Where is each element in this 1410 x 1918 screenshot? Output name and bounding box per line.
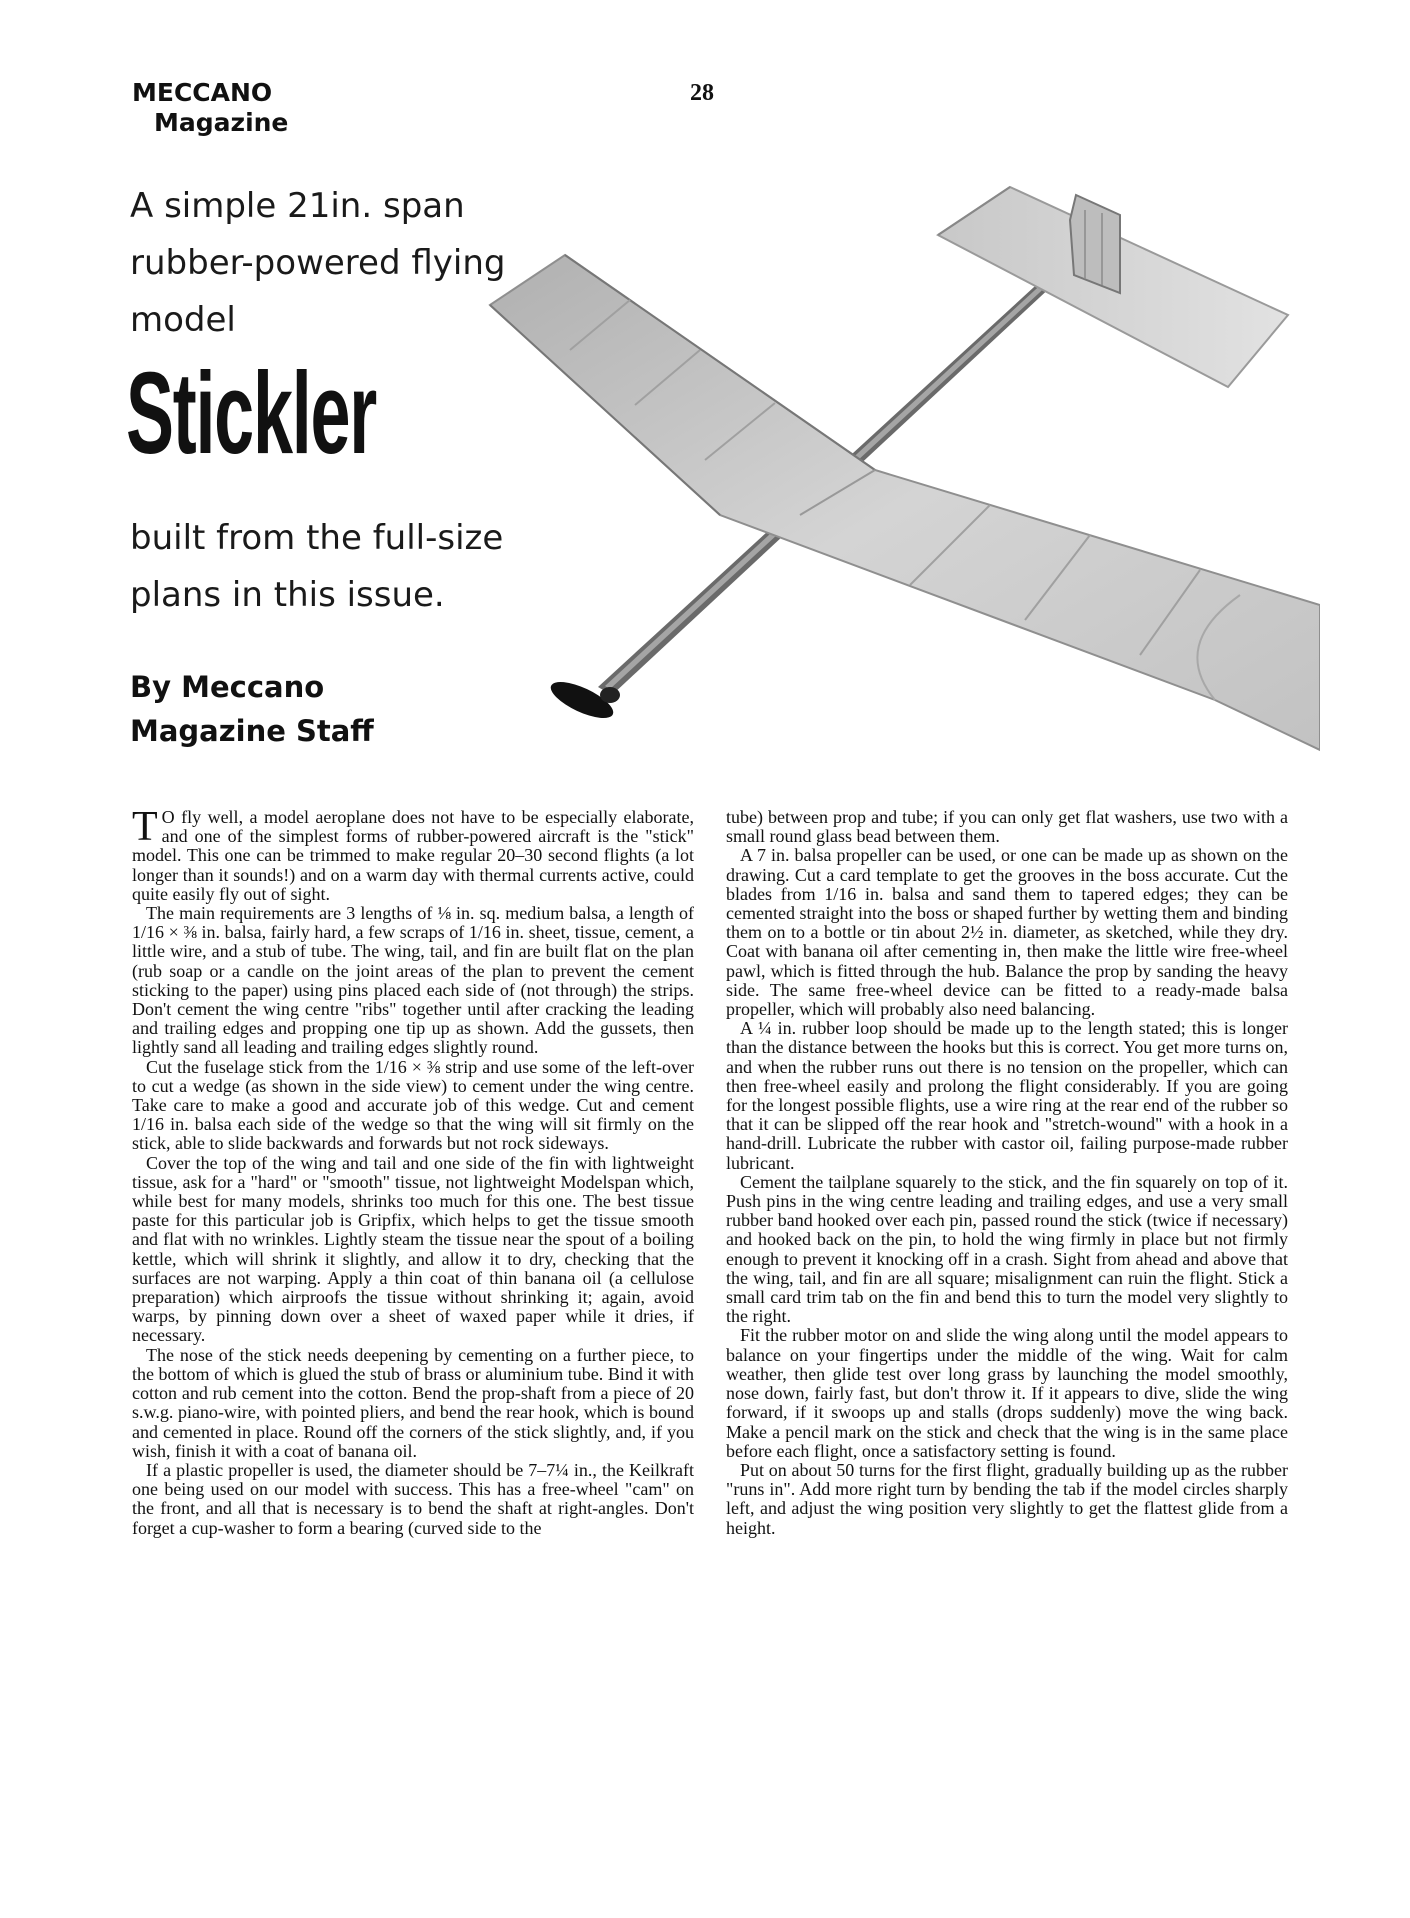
model-aircraft-photo	[470, 175, 1320, 755]
paragraph: Fit the rubber motor on and slide the wing along until the model appears to balance on your fingertips under the middle of the wing. Wait for calm weather, then glide test over long grass by launching the model smoothly, nose down, fairly fast, but don't throw it. If it appears to dive, slide the wing forward, if it swoops up and stalls (drops suddenly) move the wing back. Make a pencil mark on the stick and check that the wing is in the same place before each flight, once a satisfactory setting is found.	[726, 1325, 1288, 1461]
masthead-line-2: Magazine	[154, 108, 289, 137]
paragraph: Cut the fuselage stick from the 1/16 × ⅜ strip and use some of the left-over to cut a wedge (as shown in the side view) to cement under the wing centre. Take care to make a good and accurate job of this wedge. Cut and cement 1/16 in. balsa each side of the wedge so that the wing will sit firmly on the stick, able to slide backwards and forwards but not rock sideways.	[132, 1056, 694, 1154]
paragraph: A ¼ in. rubber loop should be made up to the length stated; this is longer than the distance between the hooks but this is correct. You get more turns on, and when the rubber runs out there is no tension on the propeller, which can then free-wheel easily and prolong the flight considerably. If you are going for the longest possible flights, use a wire ring at the rear end of the rubber so that it can be slipped off the rear hook and "stretch-wound" with a hook in a hand-drill. Lubricate the rubber with castor oil, failing purpose-made rubber lubricant.	[726, 1018, 1288, 1173]
propeller-hub	[600, 687, 620, 703]
article-title: Stickler	[126, 348, 376, 478]
paragraph: Cement the tailplane squarely to the stick, and the fin squarely on top of it. Push pins in the wing centre leading and trailing edges, and use a very small rubber band hooked over each pin, passed round the stick (twice if necessary) and hooked back on the pin, to hold the wing firmly in place but not firmly enough to prevent it knocking off in a crash. Sight from ahead and above that the wing, tail, and fin are all square; misalignment can ruin the flight. Stick a small card trim tab on the fin and bend this to turn the model very slightly to the right.	[726, 1171, 1288, 1327]
paragraph: If a plastic propeller is used, the diameter should be 7–7¼ in., the Keilkraft one being used on our model with success. This has a free-wheel "cam" on the front, and all that is necessary is to bend the shaft at right-angles. Don't forget a cup-washer to form a bearing (curved side to the	[132, 1459, 694, 1538]
masthead-line-1: MECCANO	[132, 78, 273, 107]
article-byline: By Meccano Magazine Staff	[130, 670, 374, 748]
paragraph: Cover the top of the wing and tail and one side of the fin with lightweight tissue, ask for a "hard" or "smooth" tissue, not lightweight Modelspan which, while best for many models, shrinks too much for this one. The best tissue paste for this particular job is Gripfix, which helps to get the tissue smooth and flat with no wrinkles. Lightly steam the tissue near the spout of a boiling kettle, which will shrink it slightly, and allow it to dry, checking that the surfaces are not warping. Apply a thin coat of thin banana oil (a cellulose preparation) which airproofs the tissue without shrinking it; again, avoid warps, by pinning down over a sheet of waxed paper while it dries, if necessary.	[132, 1152, 694, 1346]
article-intro: A simple 21in. span rubber-powered flying model	[130, 186, 506, 340]
paragraph: The nose of the stick needs deepening by cementing on a further piece, to the bottom of which is glued the stub of brass or aluminium tube. Bind it with cotton and rub cement into the cotton. Bend the prop-shaft from a piece of 20 s.w.g. piano-wire, with pointed pliers, and bend the rear hook, which is bound and cemented in place. Round off the corners of the stick slightly, and, if you wish, finish it with a coat of banana oil.	[132, 1344, 694, 1461]
article-subtitle: built from the full-size plans in this issue.	[130, 518, 504, 615]
magazine-masthead	[132, 78, 288, 138]
drop-cap: T	[132, 804, 158, 850]
article-column-right	[726, 808, 1288, 1538]
paragraph: tube) between prop and tube; if you can only get flat washers, use two with a small round glass bead between them.	[726, 807, 1288, 847]
article-column-left	[132, 804, 694, 1538]
paragraph: The main requirements are 3 lengths of ⅛ in. sq. medium balsa, a length of 1/16 × ⅜ in. balsa, fairly hard, a few scraps of 1/16 in. sheet, tissue, cement, a little wire, and a stub of tube. The wing, tail, and fin are built flat on the plan (rub soap or a candle on the joint areas of the plan to prevent the cement sticking to the paper) using pins placed each side of (not through) the strips. Don't cement the wing centre "ribs" together until after cracking the leading and trailing edges and propping one tip up as shown. Add the gussets, then lightly sand all leading and trailing edges slightly round.	[132, 903, 694, 1058]
paragraph: T O fly well, a model aeroplane does not have to be especially elaborate, and one of the simplest forms of rubber-powered aircraft is the "stick" model. This one can be trimmed to make regular 20–30 second flights (a lot longer than it sounds!) and on a warm day with thermal currents active, could quite easily fly out of sight.	[132, 804, 694, 904]
paragraph: A 7 in. balsa propeller can be used, or one can be made up as shown on the drawing. Cut a card template to get the grooves in the boss accurate. Cut the blades from 1/16 in. balsa and sand them to tapered edges; they can be cemented straight into the boss or shaped further by wetting them and binding them on to a bottle or tin about 2½ in. diameter, as sketched, while they dry. Coat with banana oil after cementing in, then make the little wire free-wheel pawl, which is fitted through the hub. Balance the prop by sanding the heavy side. The same free-wheel device can be fitted to a ready-made balsa propeller, which will probably also need balancing.	[726, 845, 1288, 1020]
page-number: 28	[690, 80, 714, 106]
paragraph: Put on about 50 turns for the first flight, gradually building up as the rubber "runs in". Add more right turn by bending the tab if the model circles sharply left, and adjust the wing position very slightly to get the flattest glide from a height.	[726, 1459, 1288, 1538]
